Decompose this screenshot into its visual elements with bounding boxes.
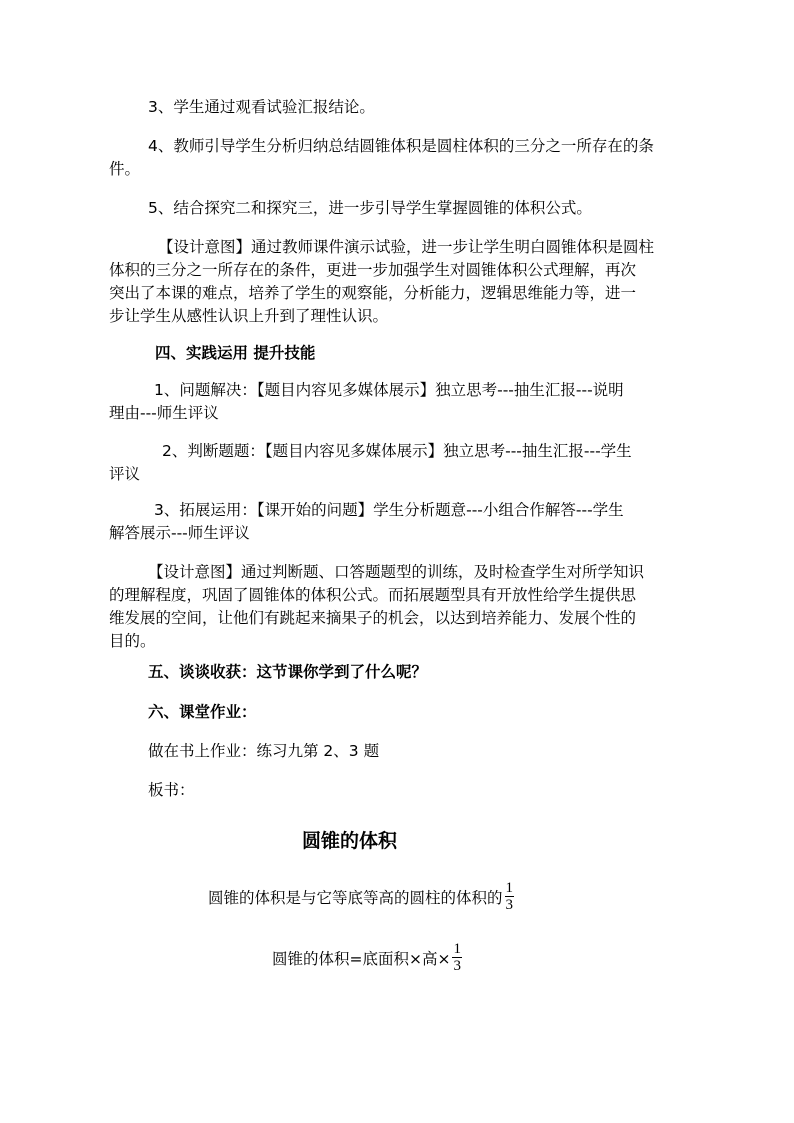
paragraph-step-3: 3、学生通过观看试验汇报结论。 [148,98,375,116]
fraction-denominator: 3 [453,958,461,974]
fraction-numerator: 1 [453,941,461,957]
design-intent-2-line-4: 目的。 [109,632,156,650]
section-heading-4: 四、实践运用 提升技能 [155,344,316,362]
board-formula-2 [272,941,462,974]
design-intent-1-line-3: 突出了本课的难点，培养了学生的观察能，分析能力，逻辑思维能力等，进一 [109,284,637,302]
fraction-denominator: 3 [505,897,514,913]
board-label: 板书： [148,781,195,799]
section-heading-6: 六、课堂作业： [148,703,257,721]
design-intent-2-line-1: 【设计意图】通过判断题、口答题题型的训练，及时检查学生对所学知识 [148,563,645,581]
one-third-fraction [505,880,515,913]
design-intent-2-line-2: 的理解程度，巩固了圆锥体的体积公式。而拓展题型具有开放性给学生提供思 [109,586,637,604]
paragraph-step-4-line-1: 4、教师引导学生分析归纳总结圆锥体积是圆柱体积的三分之一所存在的条 [148,137,654,155]
item-2-line-2: 评议 [109,465,141,483]
one-third-fraction [452,941,462,974]
fraction-numerator: 1 [505,880,514,896]
design-intent-1-line-2: 体积的三分之一所存在的条件，更进一步加强学生对圆锥体积公式理解，再次 [109,261,637,279]
paragraph-step-5: 5、结合探究二和探究三，进一步引导学生掌握圆锥的体积公式。 [148,199,592,217]
design-intent-1-line-4: 步让学生从感性认识上升到了理性认识。 [109,307,389,325]
item-2-line-1: 2、判断题题：【题目内容见多媒体展示】独立思考---抽生汇报---学生 [162,442,632,460]
section-heading-5: 五、谈谈收获：这节课你学到了什么呢？ [148,663,428,681]
board-formula-1 [208,880,514,913]
item-3-line-2: 解答展示---师生评议 [109,524,250,542]
board-formula-2-text: 圆锥的体积=底面积×高× [272,949,451,968]
board-title: 圆锥的体积 [302,830,398,852]
homework-text: 做在书上作业：练习九第 2、3 题 [148,742,380,760]
item-1-line-1: 1、问题解决：【题目内容见多媒体展示】独立思考---抽生汇报---说明 [154,381,624,399]
item-1-line-2: 理由---师生评议 [109,404,219,422]
design-intent-1-line-1: 【设计意图】通过教师课件演示试验，进一步让学生明白圆锥体积是圆柱 [158,238,655,256]
paragraph-step-4-line-2: 件。 [109,160,141,178]
item-3-line-1: 3、拓展运用：【课开始的问题】学生分析题意---小组合作解答---学生 [154,501,624,519]
board-formula-1-text: 圆锥的体积是与它等底等高的圆柱的体积的 [208,888,503,907]
design-intent-2-line-3: 维发展的空间，让他们有跳起来摘果子的机会，以达到培养能力、发展个性的 [109,609,637,627]
